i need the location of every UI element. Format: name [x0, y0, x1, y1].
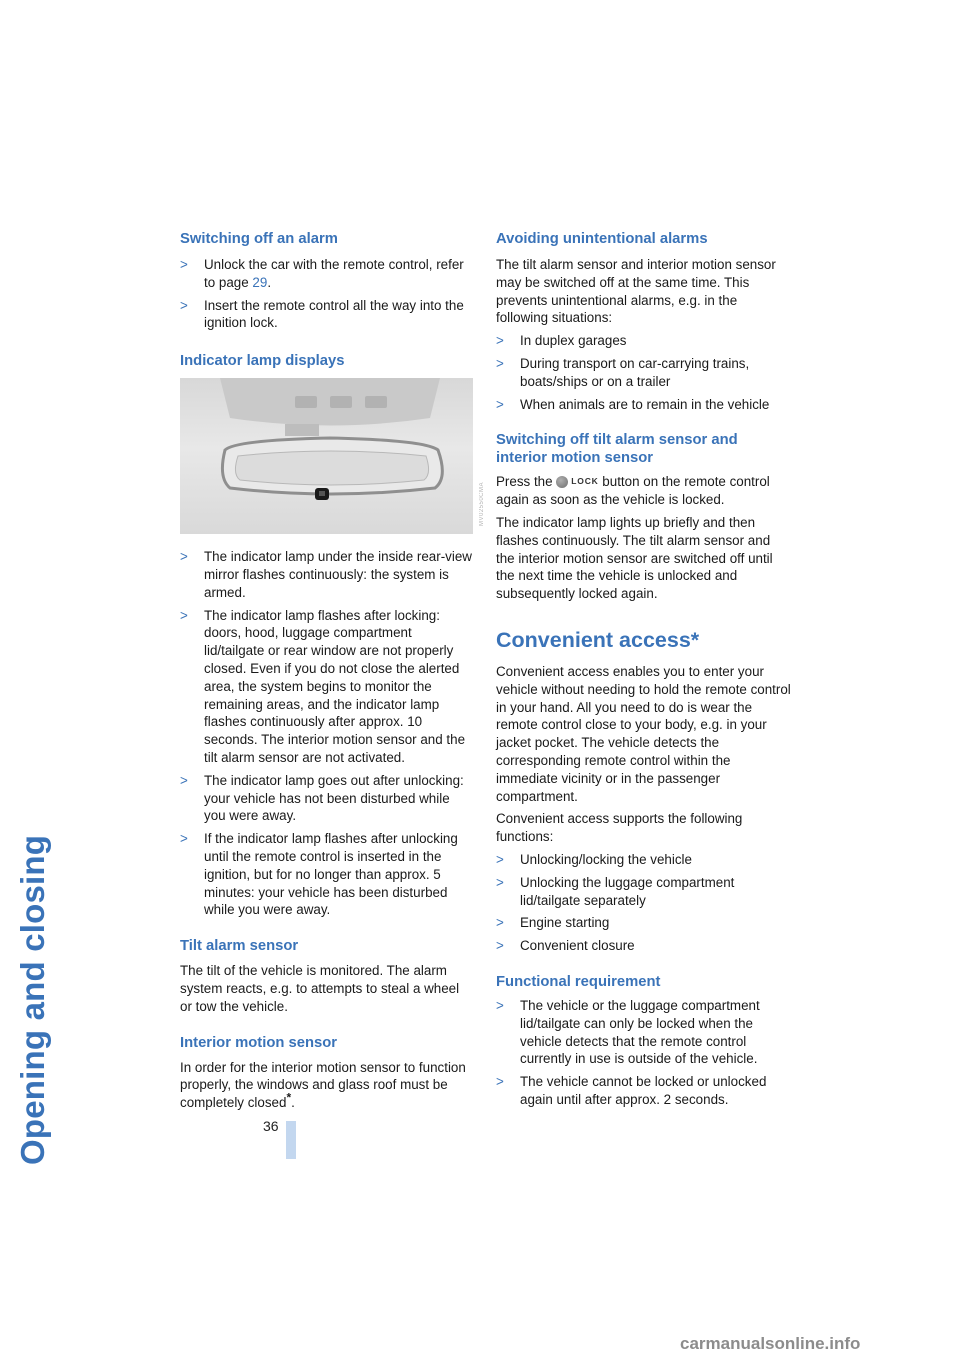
bullet-marker: >: [180, 831, 188, 847]
site-watermark: carmanualsonline.info: [680, 1334, 861, 1353]
rearview-mirror-illustration: [180, 378, 473, 534]
bullet-marker: >: [496, 852, 504, 868]
bullet-marker: >: [496, 333, 504, 349]
right-column: [496, 230, 792, 1109]
heading-indicator-lamp: Indicator lamp displays: [180, 353, 345, 370]
interior-motion-body: In order for the interior motion sensor to function properly, the windows and glass roof must be completely closed*.: [180, 1059, 466, 1111]
avoiding-intro: The tilt alarm sensor and interior motion sensor may be switched off at the same time. This prevents unintentional alarms, e.g. in the following situations:: [496, 257, 776, 326]
bullet-marker: >: [496, 1074, 504, 1090]
optional-equipment-star: *: [286, 1090, 292, 1105]
switching-tilt-p1: Press the LOCK button on the remote control again as soon as the vehicle is locked.: [496, 474, 770, 508]
bullet-marker: >: [496, 396, 504, 412]
page-number: 36: [263, 1118, 279, 1134]
convenient-p2: Convenient access supports the following functions:: [496, 811, 743, 845]
heading-switching-off-alarm: Switching off an alarm: [180, 231, 338, 247]
list-item: > The vehicle cannot be locked or unlocked again until after approx. 2 seconds.: [496, 1074, 767, 1107]
remote-button-icon: [556, 476, 568, 488]
lock-button-symbol: LOCK: [556, 473, 598, 491]
page-number-bar: [286, 1121, 296, 1159]
list-item: > Engine starting: [496, 915, 610, 931]
heading-convenient-access: Convenient access*: [496, 628, 700, 653]
bullet-marker: >: [180, 549, 188, 565]
list-item: > The indicator lamp goes out after unlocking: your vehicle has not been disturbed while you were away.: [180, 772, 464, 824]
bullet-marker: >: [496, 874, 504, 890]
bullet-marker: >: [496, 915, 504, 931]
heading-avoiding-alarms: Avoiding unintentional alarms: [496, 231, 708, 247]
left-column: [180, 230, 472, 1112]
list-item: > The vehicle or the luggage compartment lid/tailgate can only be locked when the vehicle detects that the remote control currently in use is outside of the vehicle.: [496, 998, 760, 1067]
heading-interior-motion-sensor: Interior motion sensor: [180, 1034, 338, 1051]
list-item: > The indicator lamp flashes after locking: doors, hood, luggage compartment lid/tailgate or rear window are not properly closed. Even if you do not close the alerted area, the system begins to monitor the remaining areas, and the indicator lamp flashes continuously after approx. 10 seconds. The interior motion sensor and the tilt alarm sensor are not activated.: [180, 607, 466, 765]
heading-tilt-alarm-sensor: Tilt alarm sensor: [180, 938, 299, 955]
page-link[interactable]: 29: [252, 274, 268, 290]
list-item: > The indicator lamp under the inside rear-view mirror flashes continuously: the system is armed.: [180, 549, 472, 600]
list-item: > When animals are to remain in the vehicle: [496, 396, 770, 412]
rearview-mirror-icon: [180, 378, 473, 534]
bullet-marker: >: [180, 297, 188, 313]
bullet-marker: >: [180, 257, 188, 272]
bullet-marker: >: [496, 355, 504, 371]
bullet-marker: >: [496, 998, 504, 1014]
list-item: > Convenient closure: [496, 938, 635, 954]
list-item: > During transport on car-carrying trains, boats/ships or on a trailer: [496, 355, 750, 389]
convenient-p1: Convenient access enables you to enter your vehicle without needing to hold the remote control in your hand. All you need to do is wear the remote control close to your body, e.g. in your jacket pocket. The vehicle detects the corresponding remote control within the immediate vicinity or in the passenger compartment.: [496, 664, 791, 804]
list-item: > Insert the remote control all the way into the ignition lock.: [180, 297, 464, 331]
tilt-alarm-body: The tilt of the vehicle is monitored. The alarm system reacts, e.g. to attempts to steal a wheel or tow the vehicle.: [180, 963, 460, 1014]
list-item: > Unlocking/locking the vehicle: [496, 852, 692, 868]
bullet-marker: >: [180, 772, 188, 788]
bullet-marker: >: [180, 607, 188, 623]
bullet-marker: >: [496, 938, 504, 954]
figure-code: MV02550CMA: [479, 481, 485, 526]
list-item: > In duplex garages: [496, 333, 627, 349]
list-item: > Unlocking the luggage compartment lid/tailgate separately: [496, 874, 735, 908]
heading-functional-requirement: Functional requirement: [496, 974, 661, 991]
switching-tilt-p2: The indicator lamp lights up briefly and then flashes continuously. The tilt alarm sensor and the interior motion sensor are switched off until the next time the vehicle is unlocked and subsequently locked again.: [496, 515, 773, 602]
heading-switching-off-tilt: Switching off tilt alarm sensor and interior motion sensor: [496, 432, 738, 467]
list-item: > Unlock the car with the remote control, refer to page 29.: [180, 257, 464, 290]
list-item: > If the indicator lamp flashes after unlocking until the remote control is inserted in the ignition, but for no longer than approx. 5 minutes: your vehicle has been disturbed while you were away.: [180, 831, 458, 918]
